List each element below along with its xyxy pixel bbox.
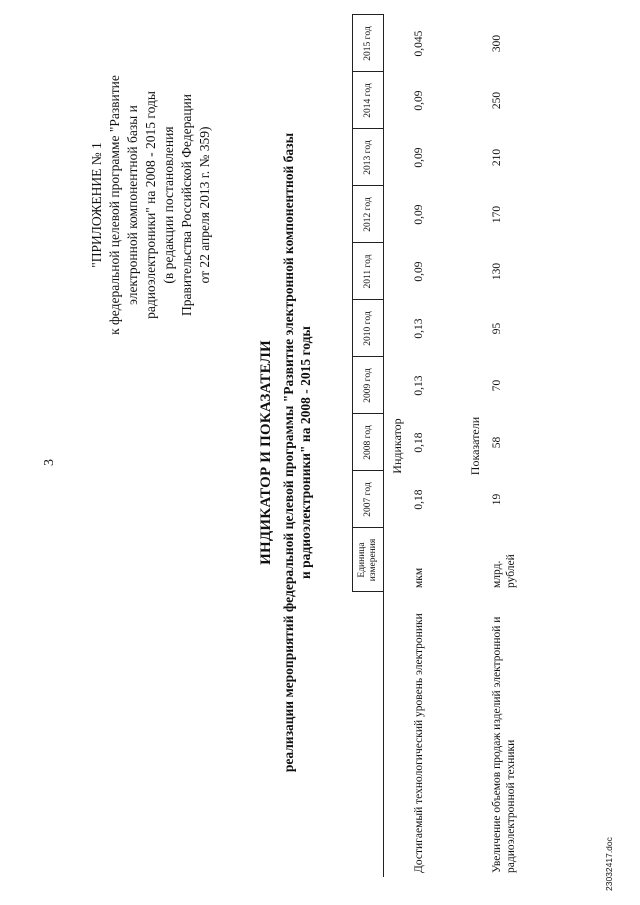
row-value: 0,045 [413, 30, 425, 57]
row-value: 250 [491, 91, 503, 110]
appendix-line: радиоэлектроники" на 2008 - 2015 годы [143, 91, 158, 319]
row-value: 0,09 [413, 204, 425, 225]
row-value: 95 [491, 322, 503, 335]
row-name: Увеличение объемов продаж изделий электронной и радиоэлектронной техники [491, 616, 517, 873]
table-row [408, 15, 462, 877]
document-title: ИНДИКАТОР И ПОКАЗАТЕЛИ [258, 340, 274, 565]
row-value: 70 [491, 379, 503, 392]
row-value: 0,18 [413, 432, 425, 453]
row-value: 130 [491, 262, 503, 281]
header-year: 2008 год [353, 414, 384, 471]
row-value: 0,13 [413, 375, 425, 396]
row-value: 0,18 [413, 489, 425, 510]
document-subtitle [280, 40, 314, 865]
row-value: 0,09 [413, 90, 425, 111]
row-value: 0,13 [413, 318, 425, 339]
row-value: 58 [491, 436, 503, 449]
row-value: 300 [491, 34, 503, 53]
row-name: Достигаемый технологический уровень электроники [413, 613, 425, 873]
section-row-indicator [384, 15, 409, 877]
appendix-line: электронной компонентной базы и [125, 105, 140, 305]
row-unit: мкм [413, 567, 425, 588]
header-year: 2014 год [353, 72, 384, 129]
indicators-table [352, 15, 540, 878]
table-row [486, 15, 540, 877]
header-year: 2011 год [353, 243, 384, 300]
row-value: 210 [491, 148, 503, 167]
header-year: 2009 год [353, 357, 384, 414]
header-year: 2015 год [353, 15, 384, 72]
section-row-indices [462, 15, 486, 877]
header-year: 2007 год [353, 471, 384, 528]
subtitle-line: и радиоэлектроники" на 2008 - 2015 годы [298, 326, 313, 579]
row-value: 0,09 [413, 261, 425, 282]
header-year: 2013 год [353, 129, 384, 186]
appendix-block [88, 25, 214, 385]
header-unit: Единица измерения [353, 528, 384, 592]
document-code: 23032417.doc [604, 837, 614, 891]
subtitle-line: реализации мероприятий федеральной целевой программы "Развитие электронной компонентной базы [281, 132, 296, 773]
appendix-line: к федеральной целевой программе "Развитие [107, 75, 122, 335]
indicators-table-wrap [352, 15, 540, 877]
row-value: 19 [491, 493, 503, 506]
header-year: 2012 год [353, 186, 384, 243]
row-value: 170 [491, 205, 503, 224]
appendix-line: (в редакции постановления [161, 126, 176, 284]
header-blank [353, 592, 384, 877]
row-value: 0,09 [413, 147, 425, 168]
table-header-row [353, 15, 384, 877]
section-label: Показатели [468, 416, 482, 476]
section-label: Индикатор [390, 418, 404, 474]
page-number: 3 [42, 459, 57, 466]
row-unit: млрд. рублей [491, 554, 517, 588]
appendix-line: "ПРИЛОЖЕНИЕ № 1 [89, 142, 104, 268]
appendix-line: Правительства Российской Федерации [179, 94, 194, 316]
appendix-line: от 22 апреля 2013 г. № 359) [197, 126, 212, 284]
header-year: 2010 год [353, 300, 384, 357]
